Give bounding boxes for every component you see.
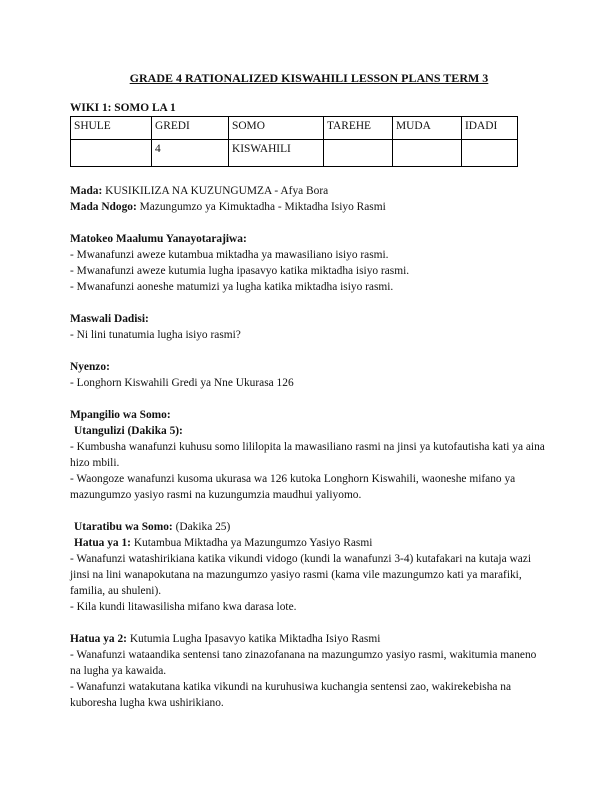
- resources-section: [70, 359, 548, 391]
- lesson-info-table: [70, 116, 518, 167]
- topic-line: [70, 183, 548, 199]
- table-header-cell: GREDI: [152, 117, 229, 140]
- table-header-cell: SHULE: [71, 117, 152, 140]
- topic-value: KUSIKILIZA NA KUZUNGUMZA - Afya Bora: [105, 185, 329, 197]
- list-item: - Waongoze wanafunzi kusoma ukurasa wa 126 kutoka Longhorn Kiswahili, waoneshe mifano ya mazungumzo yasiyo rasmi na kuzungumzia maudhui yaliyomo.: [70, 473, 516, 501]
- list-item: - Ni lini tunatumia lugha isiyo rasmi?: [70, 329, 241, 341]
- questions-section: [70, 311, 548, 343]
- table-header-row: [71, 117, 518, 140]
- list-item: - Wanafunzi watashirikiana katika vikundi vidogo (kundi la wanafunzi 3-4) kutafakari na kutaja wazi jinsi na lini wanapokutana na mazungumzo yasiyo rasmi (kama vile mazungumzo kati ya marafiki, familia, au shuleni).: [70, 553, 531, 597]
- table-cell: [393, 140, 462, 167]
- step2-label: Hatua ya 2:: [70, 633, 127, 645]
- table-value-row: [71, 140, 518, 167]
- outcomes-heading: Matokeo Maalumu Yanayotarajiwa:: [70, 233, 247, 245]
- topic-label: Mada:: [70, 185, 103, 197]
- step2-heading-line: [70, 631, 548, 647]
- list-item: - Wanafunzi watakutana katika vikundi na kuruhusiwa kuchangia sentensi zao, wakirekebisha na kuboresha lugha kwa ushirikiano.: [70, 681, 512, 709]
- document-page: [70, 70, 548, 727]
- list-item: - Kumbusha wanafunzi kuhusu somo lililopita la mawasiliano rasmi na jinsi ya kutofautisha kati ya aina hizo mbili.: [70, 441, 545, 469]
- questions-heading: Maswali Dadisi:: [70, 313, 149, 325]
- procedure-heading-line: [70, 519, 548, 535]
- table-header-cell: IDADI: [462, 117, 518, 140]
- resources-heading: Nyenzo:: [70, 361, 110, 373]
- step1-title: Kutambua Miktadha ya Mazungumzo Yasiyo Rasmi: [133, 537, 373, 549]
- table-cell: 4: [152, 140, 229, 167]
- step2-section: [70, 631, 548, 711]
- step1-heading-line: [70, 535, 548, 551]
- list-item: - Longhorn Kiswahili Gredi ya Nne Ukurasa 126: [70, 377, 294, 389]
- document-title: GRADE 4 RATIONALIZED KISWAHILI LESSON PLANS TERM 3: [129, 71, 489, 85]
- list-item: - Wanafunzi wataandika sentensi tano zinazofanana na mazungumzo yasiyo rasmi, wakitumia maneno na lugha ya kawaida.: [70, 649, 537, 677]
- table-cell: [324, 140, 393, 167]
- list-item: - Mwanafunzi aweze kutambua miktadha ya mawasiliano isiyo rasmi.: [70, 249, 389, 261]
- outcomes-section: [70, 231, 548, 295]
- table-header-cell: TAREHE: [324, 117, 393, 140]
- introduction-heading: Utangulizi (Dakika 5):: [74, 425, 183, 437]
- list-item: - Mwanafunzi aweze kutumia lugha ipasavyo katika miktadha isiyo rasmi.: [70, 265, 410, 277]
- table-cell: [71, 140, 152, 167]
- list-item: - Mwanafunzi aoneshe matumizi ya lugha katika miktadha isiyo rasmi.: [70, 281, 394, 293]
- table-cell: [462, 140, 518, 167]
- lesson-plan-section: [70, 407, 548, 503]
- procedure-section: [70, 519, 548, 615]
- subtopic-value: Mazungumzo ya Kimuktadha - Miktadha Isiyo Rasmi: [139, 201, 386, 213]
- step2-title: Kutumia Lugha Ipasavyo katika Miktadha Isiyo Rasmi: [129, 633, 381, 645]
- subtopic-label: Mada Ndogo:: [70, 201, 137, 213]
- table-cell: KISWAHILI: [229, 140, 324, 167]
- subtopic-line: [70, 199, 548, 215]
- table-header-cell: SOMO: [229, 117, 324, 140]
- lesson-plan-heading: Mpangilio wa Somo:: [70, 409, 171, 421]
- step1-label: Hatua ya 1:: [74, 537, 131, 549]
- topic-section: [70, 183, 548, 215]
- procedure-label: Utaratibu wa Somo:: [74, 521, 173, 533]
- table-header-cell: MUDA: [393, 117, 462, 140]
- week-lesson-label: WIKI 1: SOMO LA 1: [70, 102, 176, 114]
- procedure-duration: (Dakika 25): [175, 521, 231, 533]
- list-item: - Kila kundi litawasilisha mifano kwa darasa lote.: [70, 601, 297, 613]
